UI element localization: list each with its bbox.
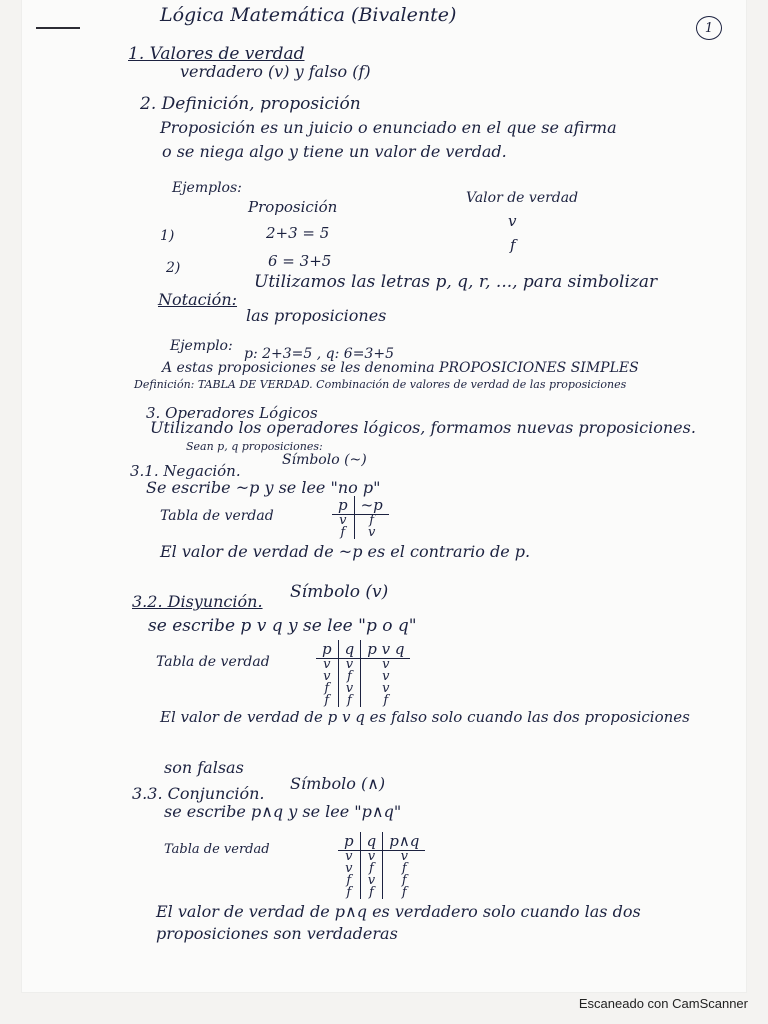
table-cell: v xyxy=(345,849,353,864)
conjuncion-escribe: se escribe p∧q y se lee "p∧q" xyxy=(164,802,402,821)
example-value: v xyxy=(508,212,517,230)
conjuncion-simbolo: Símbolo (∧) xyxy=(290,774,386,793)
negacion-conclusion: El valor de verdad de ~p es el contrario de p. xyxy=(160,542,531,561)
proposiciones-simples-line: A estas proposiciones se les denomina PROPOSICIONES SIMPLES xyxy=(162,360,639,376)
disyuncion-conclusion-1: El valor de verdad de p v q es falso solo cuando las dos proposiciones xyxy=(160,708,690,726)
table-cell: f xyxy=(346,873,352,888)
negacion-simbolo: Símbolo (~) xyxy=(282,452,367,468)
table-header: p∧q xyxy=(383,832,426,851)
table-cell: v xyxy=(361,659,411,672)
conjuncion-truth-table xyxy=(338,832,425,899)
column-proposicion: Proposición xyxy=(248,198,338,216)
table-cell: f xyxy=(340,525,346,540)
example-expression: 6 = 3+5 xyxy=(268,252,332,270)
ejemplos-label: Ejemplos: xyxy=(172,180,242,196)
table-cell: v xyxy=(383,851,426,864)
section-1-line: verdadero (v) y falso (f) xyxy=(180,62,371,81)
example-expression: 2+3 = 5 xyxy=(266,224,330,242)
table-cell: v xyxy=(345,861,353,876)
table-cell: f xyxy=(361,695,411,707)
negacion-tabla-label: Tabla de verdad xyxy=(160,508,274,524)
conjuncion-tabla-label: Tabla de verdad xyxy=(164,842,270,857)
negacion-escribe: Se escribe ~p y se lee "no p" xyxy=(146,478,381,497)
table-cell: v xyxy=(338,659,361,672)
conjuncion-conclusion-2: proposiciones son verdaderas xyxy=(156,924,398,943)
table-header: ~p xyxy=(354,496,389,515)
table-header: q xyxy=(338,640,361,659)
notacion-label: Notación: xyxy=(158,290,238,309)
section-2-text-1: Proposición es un juicio o enunciado en el que se afirma xyxy=(160,118,617,137)
table-cell: f xyxy=(354,515,389,528)
negacion-heading: 3.1. Negación. xyxy=(130,462,241,480)
section-3-intro: Utilizando los operadores lógicos, formamos nuevas proposiciones. xyxy=(150,418,696,437)
table-cell: v xyxy=(361,671,411,683)
sean-line: Sean p, q proposiciones: xyxy=(186,440,323,453)
section-2-heading: 2. Definición, proposición xyxy=(140,94,361,114)
negacion-truth-table xyxy=(332,496,389,539)
section-1-heading: 1. Valores de verdad xyxy=(128,44,305,64)
table-cell: f xyxy=(338,671,361,683)
table-cell: v xyxy=(360,875,383,887)
table-cell: v xyxy=(323,657,331,672)
table-cell: v xyxy=(360,851,383,864)
camscanner-watermark: Escaneado con CamScanner xyxy=(578,996,748,1011)
disyuncion-tabla-label: Tabla de verdad xyxy=(156,654,270,670)
notacion-text-2: las proposiciones xyxy=(246,306,387,325)
ejemplo-label: Ejemplo: xyxy=(170,338,233,354)
margin-mark xyxy=(36,27,80,29)
table-cell: v xyxy=(338,683,361,695)
table-cell: f xyxy=(324,681,330,696)
table-cell: v xyxy=(323,669,331,684)
disyuncion-truth-table xyxy=(316,640,410,707)
conjuncion-conclusion-1: El valor de verdad de p∧q es verdadero solo cuando las dos xyxy=(156,902,641,921)
page-number: 1 xyxy=(696,16,722,40)
table-cell: v xyxy=(339,513,347,528)
table-cell: f xyxy=(338,695,361,707)
table-header: p xyxy=(316,640,338,659)
table-header: p v q xyxy=(361,640,411,659)
table-cell: v xyxy=(361,683,411,695)
conjuncion-heading: 3.3. Conjunción. xyxy=(132,784,265,803)
table-cell: f xyxy=(324,693,330,708)
table-cell: f xyxy=(383,875,426,887)
column-valor-verdad: Valor de verdad xyxy=(466,190,579,206)
table-cell: f xyxy=(383,887,426,899)
page-title: Lógica Matemática (Bivalente) xyxy=(160,4,457,26)
table-cell: f xyxy=(360,887,383,899)
example-number: 2) xyxy=(166,260,181,276)
disyuncion-escribe: se escribe p v q y se lee "p o q" xyxy=(148,616,417,636)
disyuncion-simbolo: Símbolo (v) xyxy=(290,582,389,602)
table-cell: f xyxy=(383,863,426,875)
table-header: p xyxy=(332,496,354,515)
table-header: p xyxy=(338,832,360,851)
table-cell: v xyxy=(354,527,389,539)
section-2-text-2: o se niega algo y tiene un valor de verdad. xyxy=(162,142,507,161)
disyuncion-conclusion-2: son falsas xyxy=(164,758,244,777)
disyuncion-heading: 3.2. Disyunción. xyxy=(132,592,263,611)
table-cell: f xyxy=(360,863,383,875)
example-number: 1) xyxy=(160,228,175,244)
table-header: q xyxy=(360,832,383,851)
table-cell: f xyxy=(346,885,352,900)
notacion-text-1: Utilizamos las letras p, q, r, ..., para simbolizar xyxy=(254,272,658,292)
ejemplo-line: p: 2+3=5 , q: 6=3+5 xyxy=(244,346,394,362)
example-value: f xyxy=(510,236,516,254)
section-3-heading: 3. Operadores Lógicos xyxy=(146,404,318,422)
tabla-definicion-line: Definición: TABLA DE VERDAD. Combinación de valores de verdad de las proposiciones xyxy=(134,378,627,391)
